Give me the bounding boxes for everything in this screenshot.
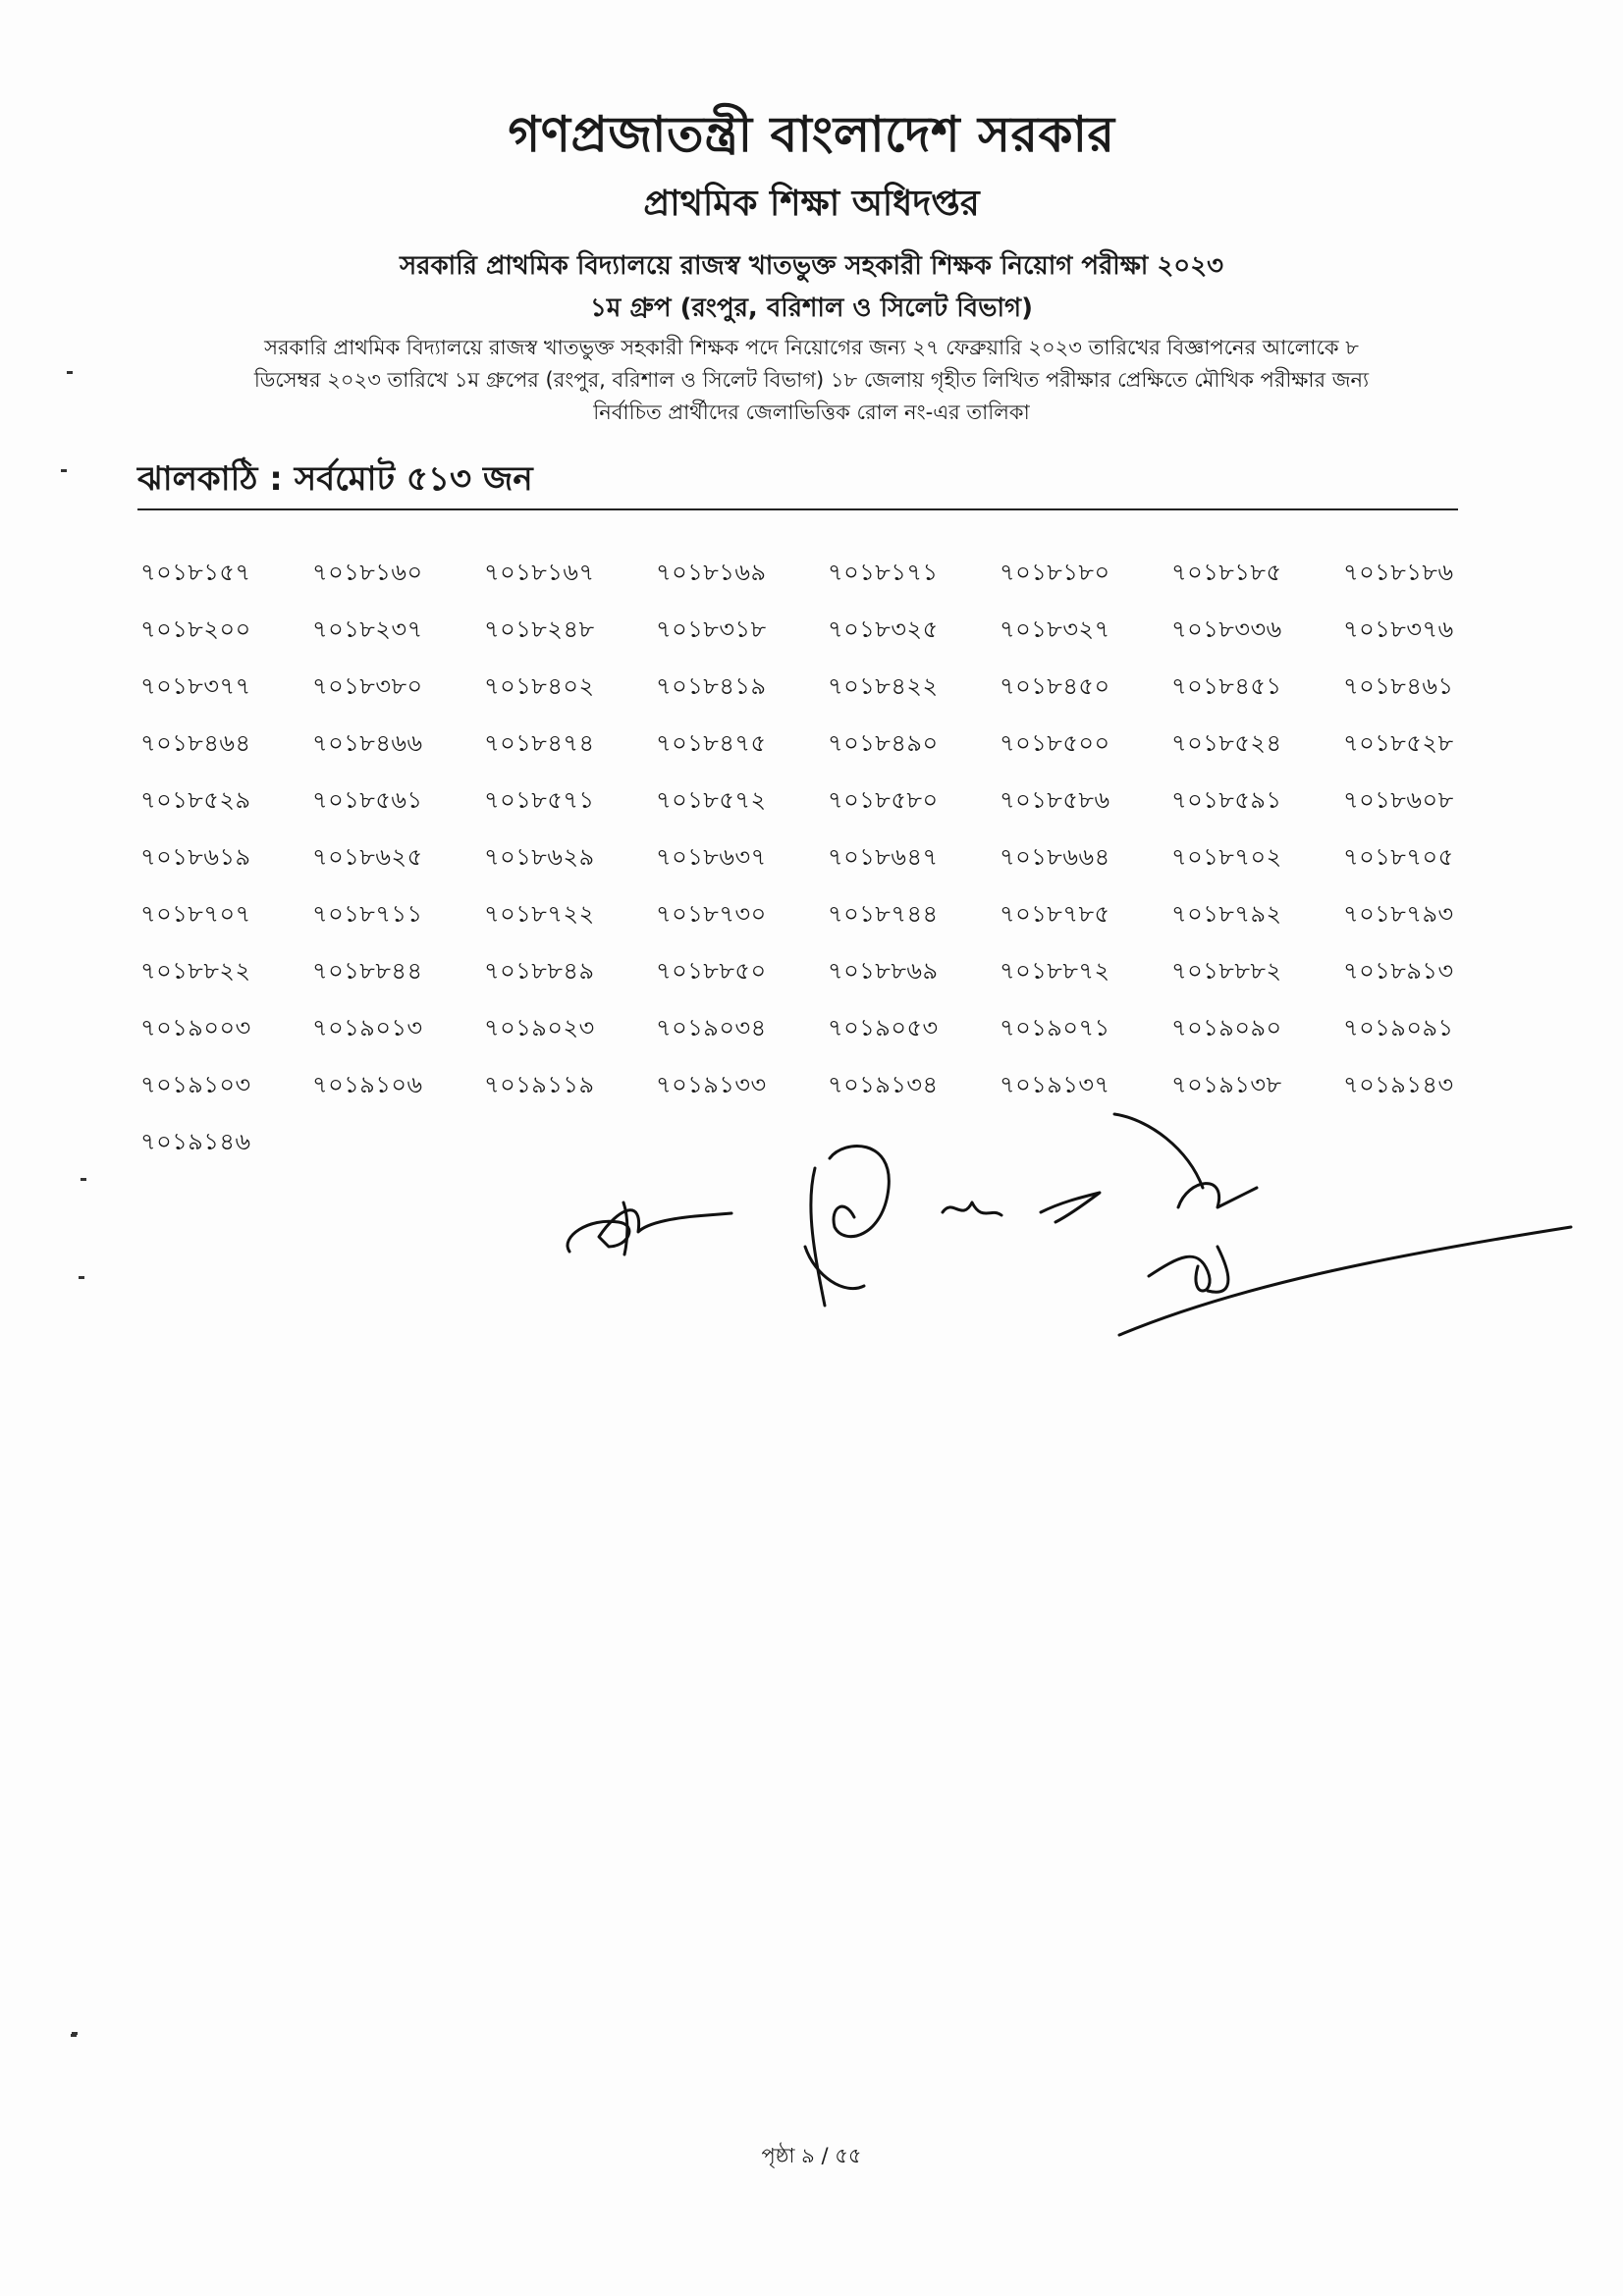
roll-number: ৭০১৮৬৩৭ (656, 843, 767, 871)
page-number: পৃষ্ঠা ৯ / ৫৫ (761, 2144, 862, 2167)
roll-number: ৭০১৯১০৬ (312, 1071, 423, 1098)
roll-number: ৭০১৮৭০৭ (140, 900, 251, 928)
scan-mark (79, 1276, 84, 1279)
roll-number: ৭০১৯০০৩ (140, 1014, 251, 1041)
roll-number: ৭০১৮৭৮৫ (1000, 900, 1110, 928)
roll-number: ৭০১৮৪৫১ (1171, 672, 1282, 700)
roll-number: ৭০১৯১৪৩ (1343, 1071, 1454, 1098)
roll-number: ৭০১৯১৪৬ (140, 1128, 251, 1155)
roll-number: ৭০১৮৬২৫ (312, 843, 423, 871)
roll-number: ৭০১৮৭৯৩ (1343, 900, 1454, 928)
roll-number: ৭০১৮৫৬১ (312, 786, 423, 814)
roll-number: ৭০১৮৪৬৬ (312, 729, 423, 757)
scan-mark (61, 469, 67, 472)
roll-number: ৭০১৮৮৫০ (656, 957, 767, 985)
roll-number: ৭০১৮৩৩৬ (1171, 615, 1282, 643)
roll-number: ৭০১৯০৭১ (1000, 1014, 1110, 1041)
roll-number: ৭০১৯০১৩ (312, 1014, 423, 1041)
roll-number: ৭০১৯১৩৩ (656, 1071, 767, 1098)
roll-number: ৭০১৮৩৮০ (312, 672, 423, 700)
roll-number: ৭০১৯০৯০ (1171, 1014, 1282, 1041)
roll-number: ৭০১৮১৮৫ (1171, 559, 1282, 586)
roll-number: ৭০১৮৬৪৭ (828, 843, 939, 871)
district-heading: ঝালকাঠি : সর্বমোট ৫১৩ জন (137, 459, 533, 499)
roll-number: ৭০১৮৪৭৫ (656, 729, 767, 757)
roll-number: ৭০১৮৬০৮ (1343, 786, 1454, 814)
roll-number: ৭০১৮৭১১ (312, 900, 423, 928)
roll-number: ৭০১৮৭২২ (484, 900, 595, 928)
roll-number: ৭০১৮২৪৮ (484, 615, 595, 643)
roll-number: ৭০১৮৮৪৪ (312, 957, 423, 985)
scan-mark (67, 371, 73, 374)
scan-mark (72, 2032, 78, 2035)
heading-divider (137, 508, 1458, 510)
roll-number: ৭০১৮১৬৯ (656, 559, 767, 586)
roll-number: ৭০১৯০৫৩ (828, 1014, 939, 1041)
signatures (550, 1099, 1591, 1355)
roll-number: ৭০১৮৪০২ (484, 672, 595, 700)
roll-number: ৭০১৮৪৭৪ (484, 729, 595, 757)
roll-number: ৭০১৮৫৭১ (484, 786, 595, 814)
roll-number: ৭০১৮৫২৮ (1343, 729, 1454, 757)
roll-number: ৭০১৮৭০২ (1171, 843, 1282, 871)
roll-number: ৭০১৯১০৩ (140, 1071, 251, 1098)
roll-number: ৭০১৯১৩৭ (1000, 1071, 1110, 1098)
roll-number: ৭০১৯০৩৪ (656, 1014, 767, 1041)
roll-number: ৭০১৮৮৭২ (1000, 957, 1110, 985)
roll-number-grid (140, 555, 1456, 1159)
roll-number: ৭০১৮৬১৯ (140, 843, 251, 871)
roll-number: ৭০১৯০২৩ (484, 1014, 595, 1041)
roll-number: ৭০১৮৫২৯ (140, 786, 251, 814)
group-title: ১ম গ্রুপ (রংপুর, বরিশাল ও সিলেট বিভাগ) (590, 294, 1033, 323)
roll-number: ৭০১৮১৫৭ (140, 559, 251, 586)
roll-number: ৭০১৮৪৬৪ (140, 729, 251, 757)
roll-number: ৭০১৮৩২৫ (828, 615, 939, 643)
roll-number: ৭০১৮৩৭৭ (140, 672, 251, 700)
exam-title: সরকারি প্রাথমিক বিদ্যালয়ে রাজস্ব খাতভুক্ত সহকারী শিক্ষক নিয়োগ পরীক্ষা ২০২৩ (399, 251, 1224, 281)
description-line-3: নির্বাচিত প্রার্থীদের জেলাভিত্তিক রোল নং-এর তালিকা (593, 400, 1030, 424)
roll-number: ৭০১৮১৭১ (828, 559, 939, 586)
roll-number: ৭০১৮৪১৯ (656, 672, 767, 700)
roll-number: ৭০১৮১৮০ (1000, 559, 1110, 586)
roll-number: ৭০১৮৮৬৯ (828, 957, 939, 985)
description (118, 332, 1505, 429)
roll-number: ৭০১৮৪২২ (828, 672, 939, 700)
roll-number: ৭০১৮৮২২ (140, 957, 251, 985)
roll-number: ৭০১৮৫০০ (1000, 729, 1110, 757)
roll-number: ৭০১৮৫৮৬ (1000, 786, 1110, 814)
roll-number: ৭০১৮৪৬১ (1343, 672, 1454, 700)
roll-number: ৭০১৯১৩৮ (1171, 1071, 1282, 1098)
roll-number: ৭০১৮৫৮০ (828, 786, 939, 814)
roll-number: ৭০১৮৫৯১ (1171, 786, 1282, 814)
directorate-title: প্রাথমিক শিক্ষা অধিদপ্তর (643, 184, 980, 224)
roll-number: ৭০১৮৬২৯ (484, 843, 595, 871)
roll-number: ৭০১৮৩১৮ (656, 615, 767, 643)
roll-number: ৭০১৮৭৯২ (1171, 900, 1282, 928)
roll-number: ৭০১৮১৬০ (312, 559, 423, 586)
roll-number: ৭০১৮৮৪৯ (484, 957, 595, 985)
scan-mark (81, 1178, 86, 1181)
roll-number: ৭০১৮৫২৪ (1171, 729, 1282, 757)
roll-number: ৭০১৮৭০৫ (1343, 843, 1454, 871)
roll-number: ৭০১৮৫৭২ (656, 786, 767, 814)
description-line-2: ডিসেম্বর ২০২৩ তারিখে ১ম গ্রুপের (রংপুর, বরিশাল ও সিলেট বিভাগ) ১৮ জেলায় গৃহীত লিখিত পরীক্ষার প্রেক্ষিতে মৌখিক পরীক্ষার জন্য (253, 368, 1370, 392)
roll-number: ৭০১৮১৬৭ (484, 559, 595, 586)
roll-number: ৭০১৮৪৯০ (828, 729, 939, 757)
roll-number: ৭০১৮২৩৭ (312, 615, 423, 643)
roll-number: ৭০১৮৯১৩ (1343, 957, 1454, 985)
roll-number: ৭০১৮২০০ (140, 615, 251, 643)
roll-number: ৭০১৮৭৪৪ (828, 900, 939, 928)
roll-number: ৭০১৮৮৮২ (1171, 957, 1282, 985)
roll-number: ৭০১৮৭৩০ (656, 900, 767, 928)
roll-number: ৭০১৮৩২৭ (1000, 615, 1110, 643)
roll-number: ৭০১৯১১৯ (484, 1071, 595, 1098)
roll-number: ৭০১৮১৮৬ (1343, 559, 1454, 586)
description-line-1: সরকারি প্রাথমিক বিদ্যালয়ে রাজস্ব খাতভুক্ত সহকারী শিক্ষক পদে নিয়োগের জন্য ২৭ ফেব্রুয়ারি ২০২৩ তারিখের বিজ্ঞাপনের আলোকে ৮ (264, 336, 1359, 359)
government-title: গণপ্রজাতন্ত্রী বাংলাদেশ সরকার (508, 106, 1115, 163)
roll-number: ৭০১৯০৯১ (1343, 1014, 1454, 1041)
roll-number: ৭০১৮৩৭৬ (1343, 615, 1454, 643)
roll-number: ৭০১৮৬৬৪ (1000, 843, 1110, 871)
roll-number: ৭০১৮৪৫০ (1000, 672, 1110, 700)
roll-number: ৭০১৯১৩৪ (828, 1071, 939, 1098)
